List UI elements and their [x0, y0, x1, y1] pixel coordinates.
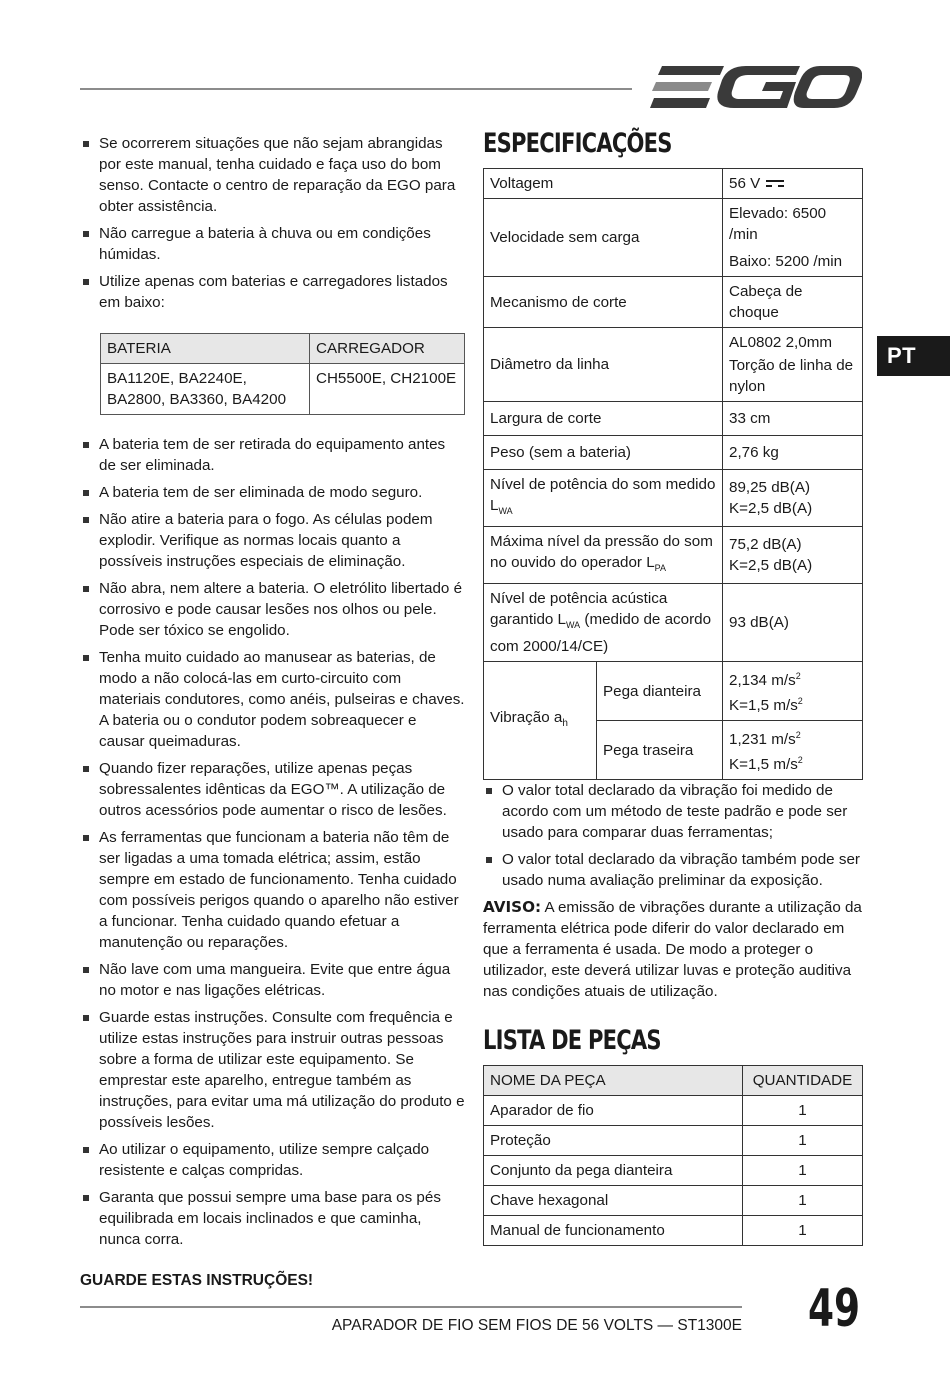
spec-label: Nível de potência acústica garantido $L_{WA}$ (medido de acordo com 2000/14/CE) — [484, 584, 723, 662]
save-instructions-note: GUARDE ESTAS INSTRUÇÕES! — [80, 1272, 314, 1289]
spec-value: 1,231 $m/s^2$ K=1,5 $m/s^2$ — [723, 721, 863, 780]
list-item: Se ocorrerem situações que não sejam abrangidas por este manual, tenha cuidado e faça uso do bom senso. Contacte o centro de reparação da EGO para obter assistência. — [80, 133, 465, 217]
spec-value: Cabeça de choque — [723, 277, 863, 328]
spec-value: 93 dB(A) — [723, 584, 863, 662]
warning-label: AVISO: — [483, 898, 542, 917]
spec-value: Elevado: 6500 /min Baixo: 5200 /min — [723, 199, 863, 277]
safety-list-bottom — [80, 434, 465, 1250]
table-row: Conjunto da pega dianteira 1 — [484, 1156, 863, 1186]
part-name-header: NOME DA PEÇA — [484, 1066, 743, 1096]
spec-label: Máxima nível da pressão do som no ouvido do operador $L_{PA}$ — [484, 527, 723, 584]
spec-value: 56 V — [723, 169, 863, 199]
list-item: A bateria tem de ser eliminada de modo seguro. — [80, 482, 465, 503]
battery-header: BATERIA — [101, 334, 310, 364]
spec-label: Voltagem — [484, 169, 723, 199]
spec-value: AL0802 2,0mm Torção de linha de nylon — [723, 328, 863, 402]
list-item: A bateria tem de ser retirada do equipamento antes de ser eliminada. — [80, 434, 465, 476]
list-item: Não atire a bateria para o fogo. As células podem explodir. Verifique as normas locais quanto a possíveis instruções especiais de eliminação. — [80, 509, 465, 572]
table-row — [484, 527, 863, 584]
spec-label: Nível de potência do som medido $L_{WA}$ — [484, 470, 723, 527]
spec-label: Peso (sem a bateria) — [484, 436, 723, 470]
specifications-title: ESPECIFICAÇÕES — [483, 128, 672, 159]
footer-rule — [80, 1306, 742, 1308]
left-column — [80, 133, 465, 1256]
list-item: O valor total declarado da vibração também pode ser usado numa avaliação preliminar da exposição. — [483, 849, 863, 891]
battery-models: BA1120E, BA2240E, BA2800, BA3360, BA4200 — [101, 364, 310, 415]
table-row — [484, 199, 863, 277]
table-row: Chave hexagonal 1 — [484, 1186, 863, 1216]
table-row — [484, 662, 863, 721]
list-item: Utilize apenas com baterias e carregadores listados em baixo: — [80, 271, 465, 313]
list-item: Ao utilizar o equipamento, utilize sempre calçado resistente e calças compridas. — [80, 1139, 465, 1181]
list-item: Garanta que possui sempre uma base para os pés equilibrada em locais inclinados e que caminha, nunca corra. — [80, 1187, 465, 1250]
list-item: Não carregue a bateria à chuva ou em condições húmidas. — [80, 223, 465, 265]
table-row — [484, 402, 863, 436]
battery-charger-table — [100, 333, 465, 415]
table-row: Manual de funcionamento 1 — [484, 1216, 863, 1246]
spec-label: Velocidade sem carga — [484, 199, 723, 277]
safety-list-top — [80, 133, 465, 313]
spec-label: Mecanismo de corte — [484, 277, 723, 328]
quantity-header: QUANTIDADE — [743, 1066, 863, 1096]
language-tab: PT — [877, 336, 950, 376]
warning-paragraph: AVISO: A emissão de vibrações durante a utilização da ferramenta elétrica pode diferir do valor declarado em que a ferramenta é usada. De modo a proteger o utilizador, este deverá utilizar luvas e proteção auditiva nas condições atuais de utilização. — [483, 898, 862, 1001]
spec-value: 2,134 $m/s^2$ K=1,5 $m/s^2$ — [723, 662, 863, 721]
table-row: Proteção 1 — [484, 1126, 863, 1156]
spec-value: 75,2 dB(A) K=2,5 dB(A) — [723, 527, 863, 584]
list-item: Tenha muito cuidado ao manusear as baterias, de modo a não colocá-las em curto-circuito com materiais condutores, como anéis, pulseiras e chaves. A bateria ou o condutor podem sobreaquecer e causar queimaduras. — [80, 647, 465, 752]
charger-models: CH5500E, CH2100E — [310, 364, 465, 415]
parts-list-title: LISTA DE PEÇAS — [483, 1025, 661, 1057]
table-row — [484, 584, 863, 662]
spec-label: Vibração $a_h$ — [484, 662, 597, 780]
ego-logo — [650, 62, 862, 112]
table-row — [484, 470, 863, 527]
handle-label: Pega traseira — [597, 721, 723, 780]
handle-label: Pega dianteira — [597, 662, 723, 721]
list-item: Não lave com uma mangueira. Evite que entre água no motor e nas ligações elétricas. — [80, 959, 465, 1001]
parts-table — [483, 1065, 863, 1246]
spec-label: Diâmetro da linha — [484, 328, 723, 402]
table-row — [484, 277, 863, 328]
vibration-notes — [483, 780, 863, 891]
spec-value: 33 cm — [723, 402, 863, 436]
list-item: As ferramentas que funcionam a bateria não têm de ser ligadas a uma tomada elétrica; assim, estão sempre em estado de funcionamento. Tenha cuidado com possíveis perigos quando o aparelho não estiver a funcionar. Tenha cuidado quando efetuar a manutenção ou reparações. — [80, 827, 465, 953]
list-item: Não abra, nem altere a bateria. O eletrólito libertado é corrosivo e pode causar lesões nos olhos ou pele. Pode ser tóxico se engolido. — [80, 578, 465, 641]
page-number: 49 — [808, 1279, 861, 1339]
charger-header: CARREGADOR — [310, 334, 465, 364]
footer-product-title: APARADOR DE FIO SEM FIOS DE 56 VOLTS — ST1300E — [331, 1317, 742, 1334]
table-row: Aparador de fio 1 — [484, 1096, 863, 1126]
header-rule — [80, 88, 632, 90]
list-item: Quando fizer reparações, utilize apenas peças sobressalentes idênticas da EGO™. A utilização de outros acessórios pode aumentar o risco de lesões. — [80, 758, 465, 821]
table-row — [484, 169, 863, 199]
specifications-table — [483, 168, 863, 780]
spec-label: Largura de corte — [484, 402, 723, 436]
list-item: O valor total declarado da vibração foi medido de acordo com um método de teste padrão e pode ser usado para comparar duas ferramentas; — [483, 780, 863, 843]
spec-value: 89,25 dB(A) K=2,5 dB(A) — [723, 470, 863, 527]
list-item: Guarde estas instruções. Consulte com frequência e utilize estas instruções para instruir outras pessoas sobre a forma de utilizar este equipamento. Se emprestar este aparelho, entregue também as instruções, para evitar uma má utilização do produto e possíveis lesões. — [80, 1007, 465, 1133]
spec-value: 2,76 kg — [723, 436, 863, 470]
table-row — [484, 328, 863, 402]
dc-symbol-icon — [766, 180, 784, 188]
table-row — [484, 436, 863, 470]
right-column — [483, 128, 863, 1246]
